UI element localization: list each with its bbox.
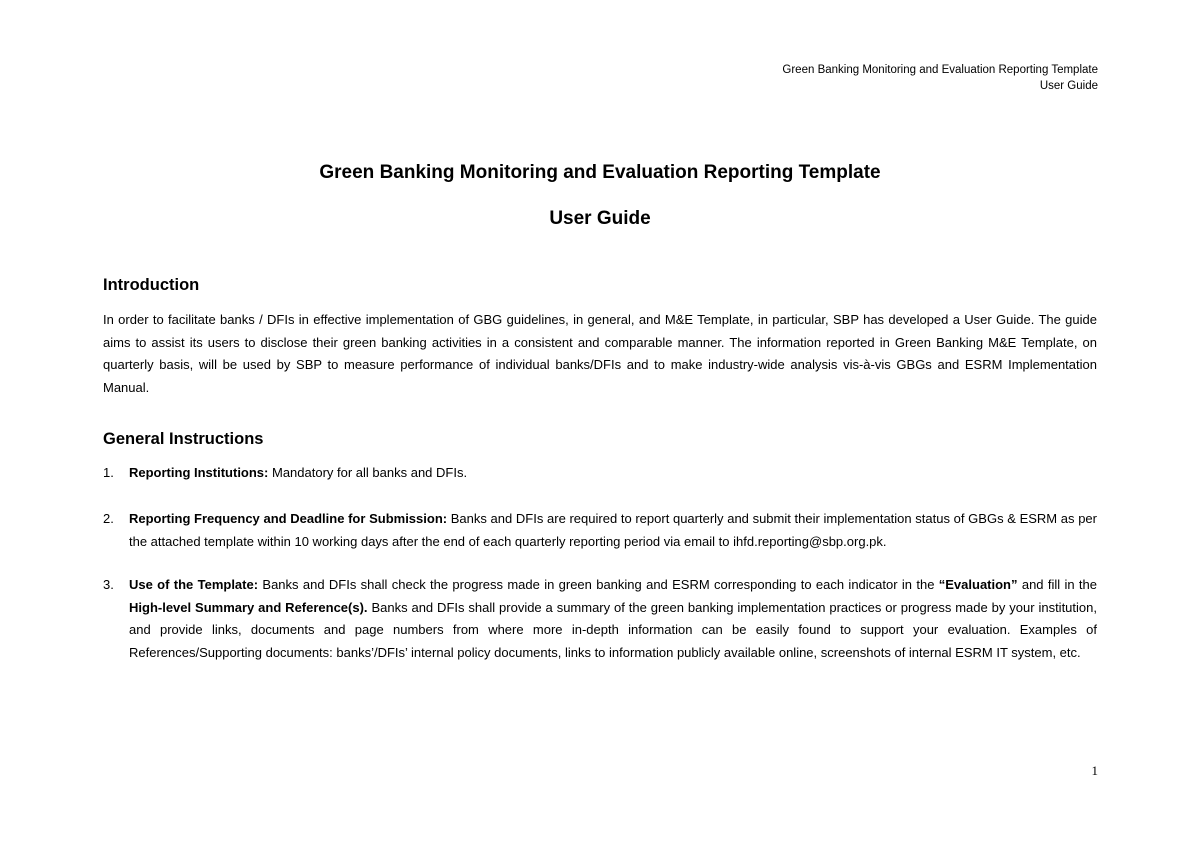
instruction-text: Mandatory for all banks and DFIs. xyxy=(268,465,468,480)
list-number: 3. xyxy=(103,577,114,592)
running-header-title: Green Banking Monitoring and Evaluation Reporting Template xyxy=(782,64,1098,76)
list-item-content xyxy=(129,574,1097,664)
document-subtitle: User Guide xyxy=(549,208,651,229)
running-header xyxy=(782,62,1098,94)
instruction-item-reporting-institutions xyxy=(103,462,1097,485)
list-number: 1. xyxy=(103,465,114,480)
running-header-subtitle: User Guide xyxy=(1039,80,1098,92)
page-number: 1 xyxy=(1091,763,1098,778)
instruction-emphasis-summary: High-level Summary and Reference(s). xyxy=(129,599,368,615)
introduction-heading: Introduction xyxy=(103,276,200,294)
instruction-term: Reporting Institutions: xyxy=(129,465,269,480)
instruction-emphasis-evaluation: “Evaluation” xyxy=(938,577,1018,592)
list-number: 2. xyxy=(103,511,114,526)
instruction-text: and fill in the xyxy=(1017,577,1098,592)
instruction-text: Banks and DFIs shall provide a summary of the green banking implementation practices or progress made by your institution, and provide links, documents and page numbers from where more in-depth information can be easily found to support your evaluation. Examples of References/Supporting documents: banks’/DFIs’ internal policy documents, links to information publicly available online, screenshots of internal ESRM IT system, etc. xyxy=(129,599,1097,660)
instruction-text: Banks and DFIs shall check the progress made in green banking and ESRM corresponding to each indicator in the xyxy=(258,577,939,592)
document-title: Green Banking Monitoring and Evaluation Reporting Template xyxy=(319,162,881,183)
instruction-term: Use of the Template: xyxy=(129,577,259,592)
instruction-item-use-of-template xyxy=(103,574,1097,664)
list-item-content xyxy=(129,462,1097,485)
introduction-paragraph: In order to facilitate banks / DFIs in effective implementation of GBG guidelines, in general, and M&E Template, in particular, SBP has developed a User Guide. The guide aims to assist its users to disclose their green banking activities in a consistent and comparable manner. The information reported in Green Banking M&E Template, on quarterly basis, will be used by SBP to measure performance of individual banks/DFIs and to make industry-wide analysis vis-à-vis GBGs and ESRM Implementation Manual. xyxy=(103,312,1097,395)
instruction-term: Reporting Frequency and Deadline for Submission: xyxy=(129,511,448,526)
instruction-item-reporting-frequency xyxy=(103,508,1097,553)
list-item-content xyxy=(129,508,1097,553)
instruction-text: Banks and DFIs are required to report quarterly and submit their implementation status of GBGs & ESRM as per the attached template within 10 working days after the end of each quarterly reporting period via email to ihfd.reporting@sbp.org.pk. xyxy=(129,511,1097,549)
general-instructions-heading: General Instructions xyxy=(103,430,264,448)
